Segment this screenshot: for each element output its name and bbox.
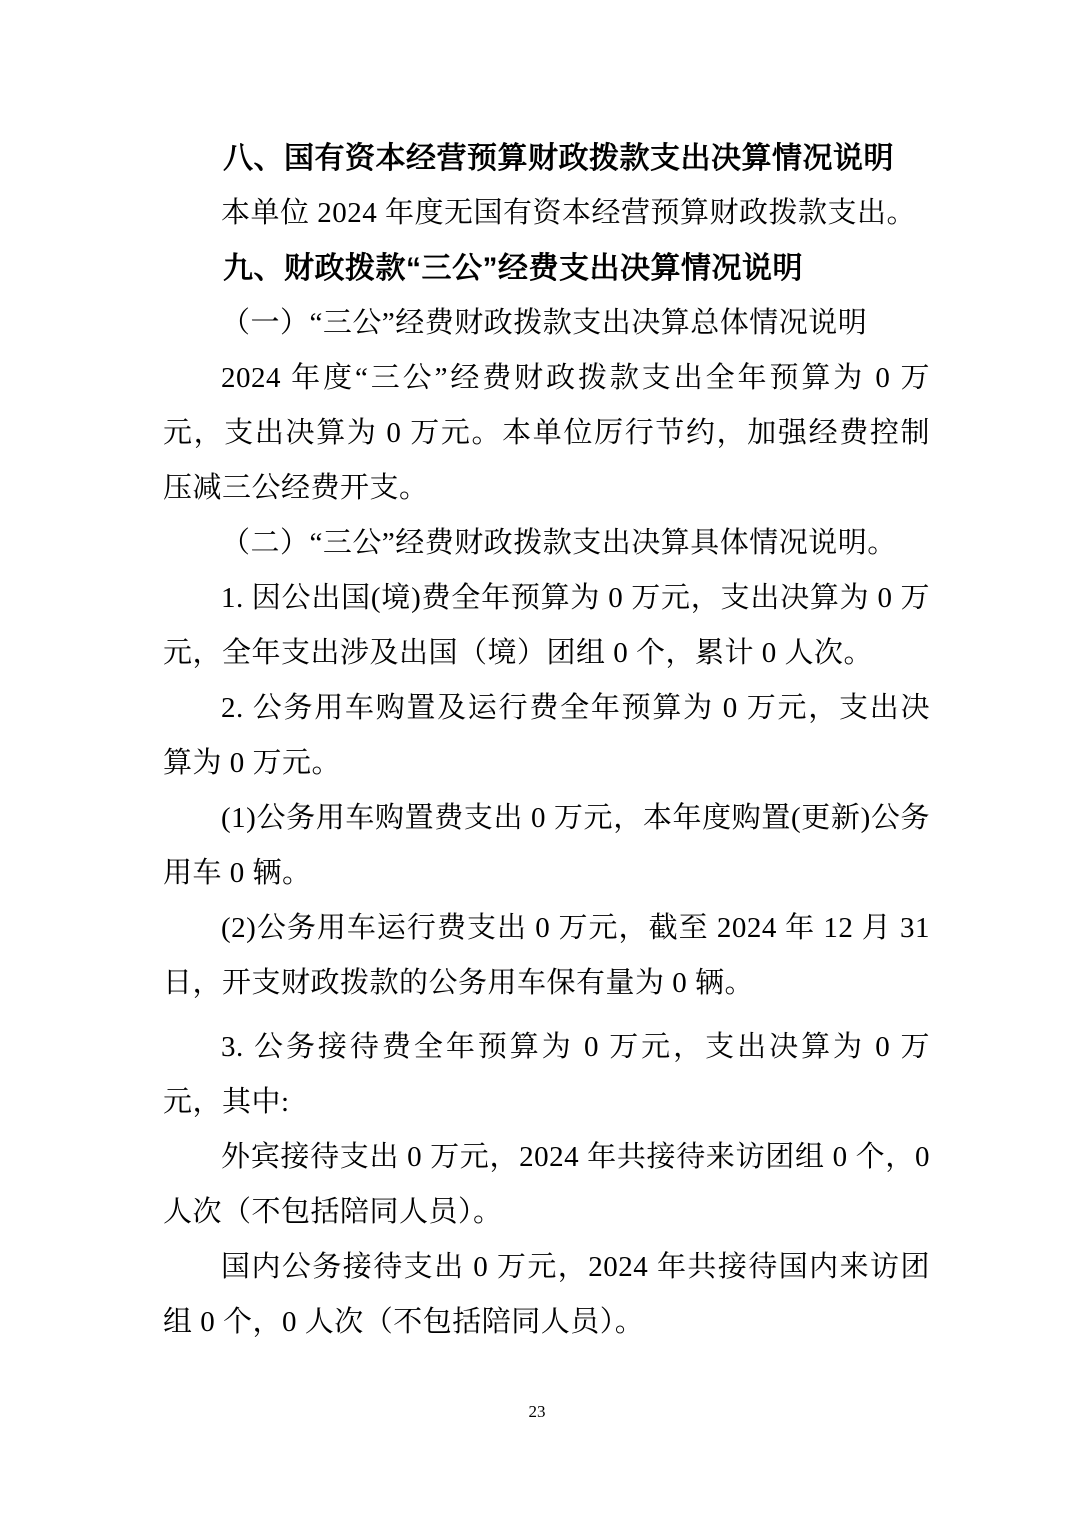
subheading-specific-situation: （二）“三公”经费财政拨款支出决算具体情况说明。: [221, 527, 897, 559]
subheading-overall-situation: （一）“三公”经费财政拨款支出决算总体情况说明: [221, 307, 868, 339]
section-heading-9: 九、财政拨款“三公”经费支出决算情况说明: [223, 252, 803, 285]
para-vehicle-operation: (2)公务用车运行费支出 0 万元，截至 2024 年 12 月 31 日，开支财政拨款的公务用车保有量为 0 辆。: [163, 912, 930, 999]
para-vehicle-expense: 2. 公务用车购置及运行费全年预算为 0 万元，支出决算为 0 万元。: [163, 692, 930, 779]
page-number: 23: [528, 1402, 546, 1421]
para-reception-expense: 3. 公务接待费全年预算为 0 万元，支出决算为 0 万元，其中:: [163, 1031, 930, 1118]
document-body: [163, 131, 930, 1350]
para-vehicle-purchase: (1)公务用车购置费支出 0 万元，本年度购置(更新)公务用车 0 辆。: [163, 802, 930, 889]
para-domestic-reception: 国内公务接待支出 0 万元，2024 年共接待国内来访团组 0 个，0 人次（不包括陪同人员）。: [163, 1251, 930, 1338]
section-heading-8: 八、国有资本经营预算财政拨款支出决算情况说明: [223, 142, 894, 175]
para-no-state-capital-expenditure: 本单位 2024 年度无国有资本经营预算财政拨款支出。: [221, 197, 917, 229]
para-overall-explanation: 2024 年度“三公”经费财政拨款支出全年预算为 0 万元，支出决算为 0 万元。本单位厉行节约，加强经费控制压减三公经费开支。: [163, 362, 930, 504]
para-foreign-reception: 外宾接待支出 0 万元，2024 年共接待来访团组 0 个，0 人次（不包括陪同人员）。: [163, 1141, 930, 1228]
para-abroad-expense: 1. 因公出国(境)费全年预算为 0 万元，支出决算为 0 万元，全年支出涉及出国（境）团组 0 个，累计 0 人次。: [163, 582, 930, 669]
